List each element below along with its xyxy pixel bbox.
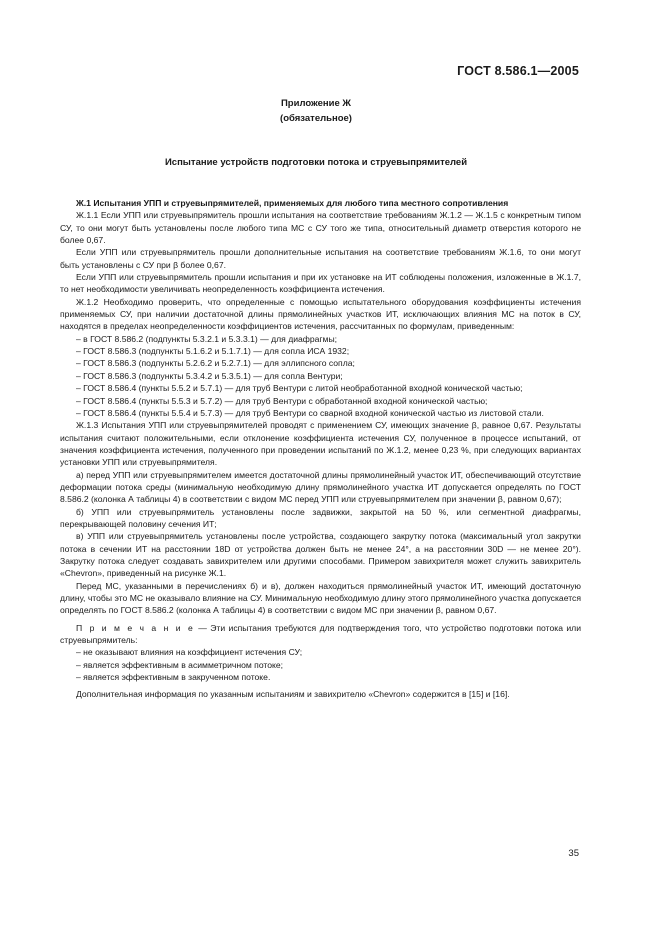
clause-heading: Ж.1 Испытания УПП и струевыпрямителей, применяемых для любого типа местного сопротивления [76,198,509,208]
paragraph: Если УПП или струевыпрямитель прошли дополнительные испытания на соответствие требованиям Ж.1.6, то они могут быть установлены с СУ при β более 0,67. [60,247,581,270]
page-number: 35 [568,848,579,859]
list-item: – является эффективным в асимметричном потоке; [76,659,284,670]
list-item: – ГОСТ 8.586.3 (подпункты 5.3.4.2 и 5.3.5.1) — для сопла Вентури; [76,370,343,381]
section-title: Испытание устройств подготовки потока и струевыпрямителей [164,157,468,168]
list-item: – в ГОСТ 8.586.2 (подпункты 5.3.2.1 и 5.3.3.1) — для диафрагмы; [76,333,338,344]
list-item: – ГОСТ 8.586.3 (подпункты 5.1.6.2 и 5.1.7.1) — для сопла ИСА 1932; [76,346,350,357]
appendix-heading [0,96,632,126]
list-item: – ГОСТ 8.586.3 (подпункты 5.2.6.2 и 5.2.7.1) — для эллипсного сопла; [76,358,355,369]
paragraph: Перед МС, указанными в перечислениях б) и в), должен находиться прямолинейный участок ИТ, имеющий достаточную длину, чтобы это МС не оказывало влияние на СУ. Минимальную необходимую длину этого прямолинейного участка допускается определять по ГОСТ 8.586.2 (колонка А таблицы 4) в соответствии с видом МС при значении β, равном 0,67. [60,580,581,616]
note-label: П р и м е ч а н и е [76,622,195,633]
list-item: – ГОСТ 8.586.4 (пункты 5.5.3 и 5.7.2) — для труб Вентури с обработанной входной конической частью; [76,395,488,406]
paragraph: а) перед УПП или струевыпрямителем имеется достаточной длины прямолинейный участок ИТ, обеспечивающий отсутствие деформации потока среды (минимальную необходимую длину прямолинейного участка ИТ допускается определять по ГОСТ 8.586.2 (колонка А таблицы 4) в соответствии с видом МС перед УПП или струевыпрямителем при значении β, равном 0,67); [60,469,581,505]
note-text: — Эти испытания требуются для подтверждения того, что устройство подготовки потока или струевыпрямитель: [60,622,582,646]
document-body [60,197,581,701]
appendix-title: Приложение Ж [280,98,352,109]
note [60,622,581,647]
paragraph: Ж.1.2 Необходимо проверить, что определенные с помощью испытательного оборудования коэффициенты истечения применяемых СУ, при наличии достаточной длины прямолинейных участков ИТ, исключающих влияния МС на поток в СУ, находятся в пределах неопределенности коэффициентов истечения, рассчитанных по формулам, приведенным: [60,296,581,332]
paragraph: Если УПП или струевыпрямитель прошли испытания и при их установке на ИТ соблюдены положения, изложенные в Ж.1.7, то нет необходимости увеличивать неопределенность коэффициента истечения. [60,272,581,295]
list-item: – ГОСТ 8.586.4 (пункты 5.5.4 и 5.7.3) — для труб Вентури со сварной входной конической частью из листовой стали. [76,407,544,418]
list-item: – является эффективным в закрученном потоке. [76,672,271,683]
paragraph: Дополнительная информация по указанным испытаниям и завихрителю «Chevron» содержится в [15] и [16]. [76,689,510,700]
list-item: – ГОСТ 8.586.4 (пункты 5.5.2 и 5.7.1) — для труб Вентури с литой необработанной входной конической частью; [76,383,523,394]
paragraph: Ж.1.3 Испытания УПП или струевыпрямителей проводят с применением СУ, имеющих значение β, равное 0,67. Результаты испытания считают положительными, если отклонение коэффициента истечения СУ, полученное в процессе испытаний, от значения коэффициента истечения, полученного при проведении испытаний по Ж.1.2, менее 0,23 %, при следующих вариантах установки УПП или струевыпрямителя. [60,420,581,468]
paragraph: б) УПП или струевыпрямитель установлены после задвижки, закрытой на 50 %, или сегментной диафрагмы, перекрывающей половину сечения ИТ; [60,506,581,529]
standard-code: ГОСТ 8.586.1—2005 [457,64,579,78]
paragraph: в) УПП или струевыпрямитель установлены после устройства, создающего закрутку потока (максимальный угол закрутки потока в сечении ИТ на расстоянии 18D от устройства должен быть не менее 24°, а на расстоянии 30D — не менее 20°). Закрутку потока следует создавать завихрителем или другими способами. Примером завихрителя может служить завихритель «Chevron», приведенный на рисунке Ж.1. [60,531,581,579]
appendix-status: (обязательное) [280,113,352,124]
list-item: – не оказывают влияния на коэффициент истечения СУ; [76,647,303,658]
paragraph: Ж.1.1 Если УПП или струевыпрямитель прошли испытания на соответствие требованиям Ж.1.2 — Ж.1.5 с конкретным типом СУ, то они могут быть установлены после любого типа МС с СУ того же типа, относительный диаметр отверстия которого не более 0,67. [60,210,581,246]
